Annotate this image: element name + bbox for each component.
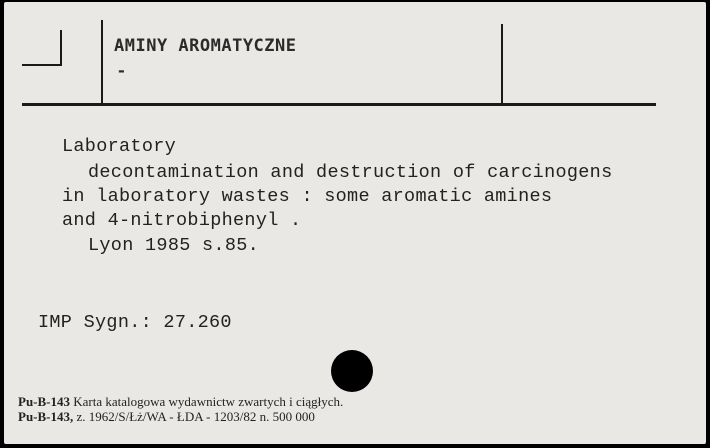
title-line-4: and 4-nitrobiphenyl .: [62, 210, 302, 231]
header-rule: [22, 103, 656, 106]
punch-hole: [331, 350, 373, 392]
catalog-card: [4, 2, 706, 444]
footer-text-2: z. 1962/S/Łż/WA - ŁDA - 1203/82 n. 500 000: [76, 409, 315, 424]
imprint-line: Lyon 1985 s.85.: [88, 235, 260, 256]
corner-mark: [22, 30, 62, 66]
subject-dash: -: [116, 62, 127, 82]
footer-line-2: [18, 409, 315, 425]
title-line-2: decontamination and destruction of carcinogens: [88, 162, 613, 183]
subject-heading: AMINY AROMATYCZNE: [114, 36, 297, 56]
title-line-1: Laboratory: [62, 136, 177, 157]
title-line-3: in laboratory wastes : some aromatic amines: [62, 186, 553, 207]
footer-text-1: Karta katalogowa wydawnictw zwartych i ciągłych.: [73, 394, 344, 409]
footer-code-2: Pu-B-143,: [18, 409, 74, 424]
call-number: IMP Sygn.: 27.260: [38, 312, 232, 333]
footer-line-1: [18, 394, 343, 410]
header-divider-left: [101, 20, 103, 104]
header-divider-right: [501, 24, 503, 104]
card-header-frame: [4, 2, 706, 112]
footer-code-1: Pu-B-143: [18, 394, 70, 409]
